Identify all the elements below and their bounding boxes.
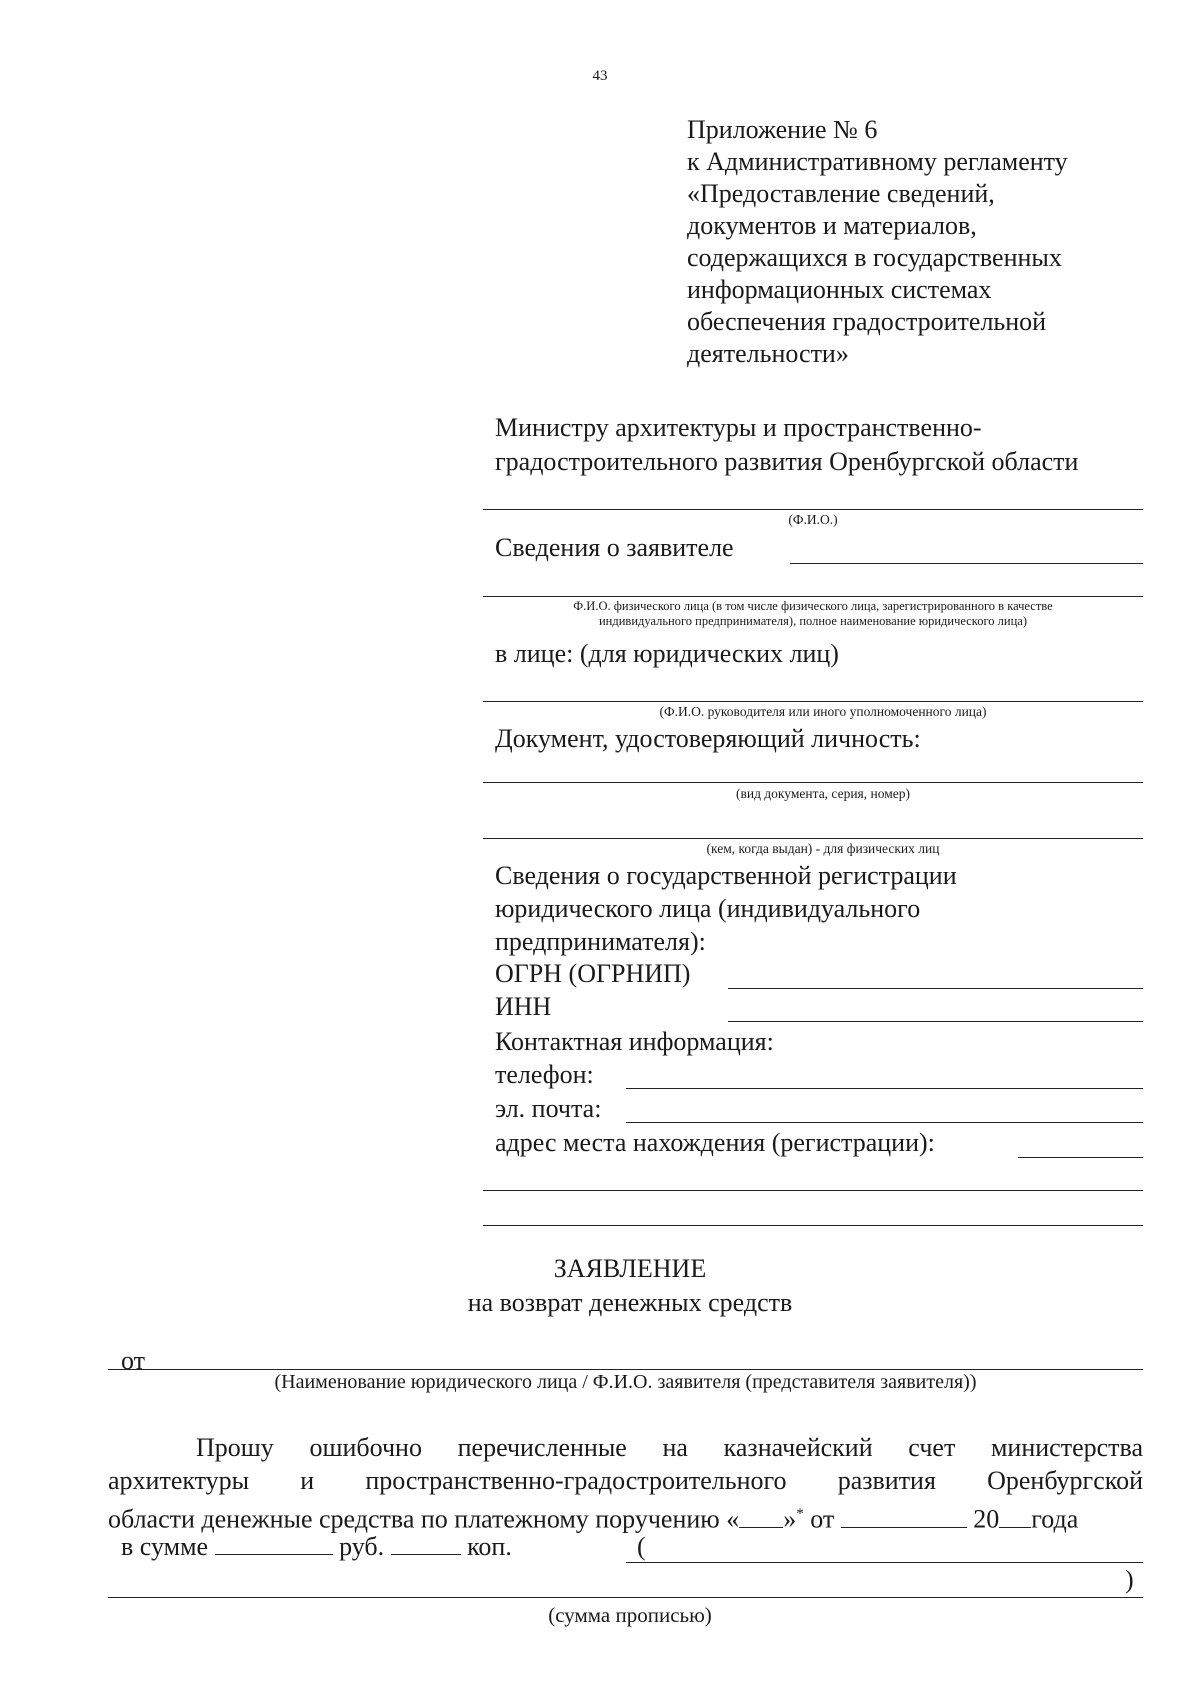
- para-line-1-text: Прошу ошибочно перечисленные на казначейский счет министерства: [196, 1433, 1143, 1462]
- email-label: эл. почта:: [495, 1094, 602, 1123]
- addressee-line-1: Министру архитектуры и пространственно-: [495, 413, 982, 442]
- page-number: 43: [592, 68, 608, 84]
- fio-caption: (Ф.И.О.): [788, 512, 838, 527]
- addressee-line-2: градостроительного развития Оренбургской области: [495, 447, 1079, 476]
- inn-label: ИНН: [495, 992, 552, 1021]
- email-field[interactable]: [626, 1122, 1143, 1123]
- sum-line: [121, 1531, 512, 1563]
- para-line-3: [108, 1498, 1078, 1536]
- rub-field[interactable]: [215, 1532, 333, 1555]
- represented-caption: (Ф.И.О. руководителя или иного уполномоченного лица): [659, 704, 987, 719]
- represented-field[interactable]: [483, 701, 1143, 702]
- phone-label: телефон:: [495, 1060, 594, 1089]
- year-field[interactable]: [999, 1505, 1031, 1528]
- open-paren: (: [637, 1532, 646, 1561]
- registration-line-2: юридического лица (индивидуального: [495, 894, 921, 923]
- ogrn-label: ОГРН (ОГРНИП): [495, 959, 691, 988]
- represented-label: в лице: (для юридических лиц): [495, 639, 839, 668]
- address-field[interactable]: [1018, 1157, 1143, 1158]
- sum-in-words-field[interactable]: [626, 1562, 1143, 1563]
- applicant-field[interactable]: [790, 563, 1143, 564]
- annex-line: «Предоставление сведений,: [687, 179, 995, 208]
- sum-label: в сумме: [121, 1532, 209, 1561]
- contact-label: Контактная информация:: [495, 1027, 774, 1056]
- id-doc-field[interactable]: [483, 782, 1143, 783]
- phone-field[interactable]: [626, 1088, 1143, 1089]
- annex-line: документов и материалов,: [687, 211, 977, 240]
- annex-line: деятельности»: [687, 339, 849, 368]
- ogrn-field[interactable]: [728, 988, 1143, 989]
- id-doc-caption: (вид документа, серия, номер): [735, 786, 911, 801]
- annex-line: обеспечения градостроительной: [687, 307, 1047, 336]
- payment-order-number-field[interactable]: [739, 1505, 783, 1528]
- sum-in-words-field-2[interactable]: [108, 1597, 1143, 1598]
- issued-caption: (кем, когда выдан) - для физических лиц: [706, 841, 940, 856]
- sum-caption: (сумма прописью): [548, 1603, 712, 1627]
- annex-line: содержащихся в государственных: [687, 243, 1062, 272]
- kop-field[interactable]: [391, 1532, 461, 1555]
- registration-line-1: Сведения о государственной регистрации: [495, 861, 957, 890]
- para-line-3-e: года: [1031, 1504, 1079, 1534]
- annex-line: информационных системах: [687, 275, 992, 304]
- issued-field[interactable]: [483, 838, 1143, 839]
- close-paren: ): [1125, 1565, 1134, 1594]
- address-label: адрес места нахождения (регистрации):: [495, 1128, 935, 1157]
- annex-line: Приложение № 6: [687, 115, 878, 144]
- registration-line-3: предпринимателя):: [495, 927, 706, 956]
- applicant-field-2[interactable]: [483, 596, 1143, 597]
- para-line-1: [108, 1432, 1143, 1464]
- address-field-3[interactable]: [483, 1225, 1143, 1226]
- inn-field[interactable]: [728, 1021, 1143, 1022]
- footnote-star: *: [796, 1506, 804, 1522]
- para-line-3-b: »: [783, 1504, 797, 1534]
- para-line-3-a: области денежные средства по платежному поручению «: [108, 1504, 740, 1534]
- para-line-2: архитектуры и пространственно-градостроительного развития Оренбургской: [108, 1466, 1143, 1495]
- from-caption: (Наименование юридического лица / Ф.И.О. заявителя (представителя заявителя)): [274, 1371, 977, 1393]
- kop-label: коп.: [467, 1532, 512, 1561]
- payment-order-date-field[interactable]: [841, 1505, 967, 1528]
- id-doc-label: Документ, удостоверяющий личность:: [495, 724, 921, 753]
- para-line-3-c: от: [803, 1504, 841, 1534]
- from-label: от: [121, 1346, 146, 1375]
- para-line-3-d: 20: [966, 1504, 1000, 1534]
- annex-line: к Административному регламенту: [687, 147, 1068, 176]
- applicant-label: Сведения о заявителе: [495, 533, 734, 562]
- applicant-caption-line: Ф.И.О. физического лица (в том числе физического лица, зарегистрированного в качестве: [573, 599, 1053, 613]
- statement-title: ЗАЯВЛЕНИЕ: [553, 1254, 707, 1283]
- statement-subtitle: на возврат денежных средств: [467, 1288, 793, 1317]
- applicant-caption-line: индивидуального предпринимателя), полное наименование юридического лица): [598, 614, 1027, 628]
- address-field-2[interactable]: [483, 1190, 1143, 1191]
- applicant-caption: [483, 599, 1143, 629]
- from-field[interactable]: [108, 1369, 1143, 1370]
- rub-label: руб.: [339, 1532, 385, 1561]
- fio-underline: [483, 509, 1143, 510]
- annex-block: [687, 114, 1068, 370]
